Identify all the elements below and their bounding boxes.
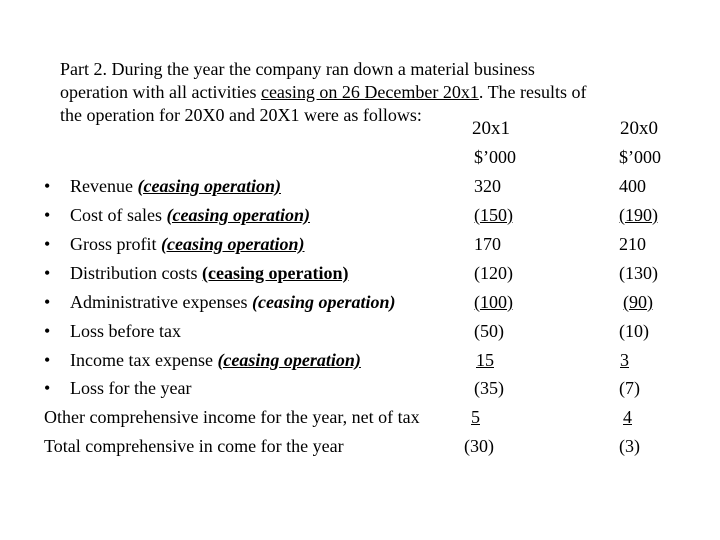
row-label-text: Revenue bbox=[70, 176, 138, 196]
row-other-comprehensive-income bbox=[0, 407, 720, 436]
row-label-emphasis: (ceasing operation) bbox=[202, 263, 349, 283]
row-income-tax-expense bbox=[0, 350, 720, 379]
value-20x0: 210 bbox=[619, 234, 646, 254]
row-label bbox=[70, 350, 361, 371]
value-20x1: (50) bbox=[474, 321, 504, 341]
value-20x1: (35) bbox=[474, 378, 504, 398]
bullet: • bbox=[44, 205, 51, 225]
intro-line-2 bbox=[60, 81, 680, 104]
row-label-text: Gross profit bbox=[70, 234, 161, 254]
row-label-text: Administrative expenses bbox=[70, 292, 252, 312]
value-20x1: 320 bbox=[474, 176, 501, 196]
row-label: Loss for the year bbox=[70, 378, 192, 398]
row-distribution-costs bbox=[0, 263, 720, 292]
value-20x1: (30) bbox=[464, 436, 494, 456]
row-cost-of-sales bbox=[0, 205, 720, 234]
row-label-emphasis: (ceasing operation) bbox=[137, 176, 281, 196]
row-label: Loss before tax bbox=[70, 321, 181, 341]
row-total-comprehensive-income bbox=[0, 436, 720, 465]
header-unit-20x1: $’000 bbox=[474, 147, 516, 167]
row-label bbox=[70, 176, 281, 197]
value-20x0: (90) bbox=[623, 292, 653, 312]
bullet: • bbox=[44, 263, 51, 283]
row-label-text: Distribution costs bbox=[70, 263, 203, 283]
value-20x0: (3) bbox=[619, 436, 640, 456]
bullet: • bbox=[44, 350, 51, 370]
value-20x1: (120) bbox=[474, 263, 513, 283]
intro-line-2-start: operation with all activities bbox=[60, 82, 261, 102]
row-revenue bbox=[0, 176, 720, 205]
row-label bbox=[70, 234, 305, 255]
value-20x0: (130) bbox=[619, 263, 658, 283]
value-20x1: (150) bbox=[474, 205, 513, 225]
bullet: • bbox=[44, 378, 51, 398]
bullet: • bbox=[44, 321, 51, 341]
value-20x1: 170 bbox=[474, 234, 501, 254]
row-label-emphasis: (ceasing operation) bbox=[166, 205, 310, 225]
intro-line-2-end: . The results of bbox=[478, 82, 587, 102]
row-label-emphasis: (ceasing operation) bbox=[251, 292, 396, 312]
row-loss-before-tax bbox=[0, 321, 720, 350]
bullet: • bbox=[44, 292, 51, 312]
row-administrative-expenses bbox=[0, 292, 720, 321]
value-20x1: 15 bbox=[476, 350, 494, 370]
intro-line-3: the operation for 20X0 and 20X1 were as follows: bbox=[60, 105, 422, 125]
bullet: • bbox=[44, 176, 51, 196]
row-label bbox=[70, 205, 310, 226]
value-20x1: (100) bbox=[474, 292, 513, 312]
intro-line-1: Part 2. During the year the company ran down a material business bbox=[60, 59, 535, 79]
value-20x0: 4 bbox=[623, 407, 632, 427]
header-year-20x0: 20x0 bbox=[620, 118, 658, 139]
row-label-emphasis: (ceasing operation) bbox=[161, 234, 305, 254]
row-label: Total comprehensive in come for the year bbox=[44, 436, 344, 456]
intro-date-underlined: ceasing on 26 December 20x1 bbox=[260, 82, 479, 102]
row-label bbox=[70, 292, 395, 313]
row-label-emphasis: (ceasing operation) bbox=[217, 350, 361, 370]
row-gross-profit bbox=[0, 234, 720, 263]
value-20x0: (190) bbox=[619, 205, 658, 225]
row-label bbox=[70, 263, 349, 284]
value-20x0: (7) bbox=[619, 378, 640, 398]
header-unit-20x0: $’000 bbox=[619, 147, 661, 167]
intro-paragraph bbox=[60, 58, 680, 127]
value-20x1: 5 bbox=[471, 407, 480, 427]
row-label-text: Cost of sales bbox=[70, 205, 167, 225]
row-label-text: Income tax expense bbox=[70, 350, 218, 370]
value-20x0: 3 bbox=[620, 350, 629, 370]
value-20x0: 400 bbox=[619, 176, 646, 196]
row-label: Other comprehensive income for the year, net of tax bbox=[44, 407, 420, 427]
row-loss-for-the-year bbox=[0, 378, 720, 407]
bullet: • bbox=[44, 234, 51, 254]
header-year-20x1: 20x1 bbox=[472, 118, 510, 139]
value-20x0: (10) bbox=[619, 321, 649, 341]
